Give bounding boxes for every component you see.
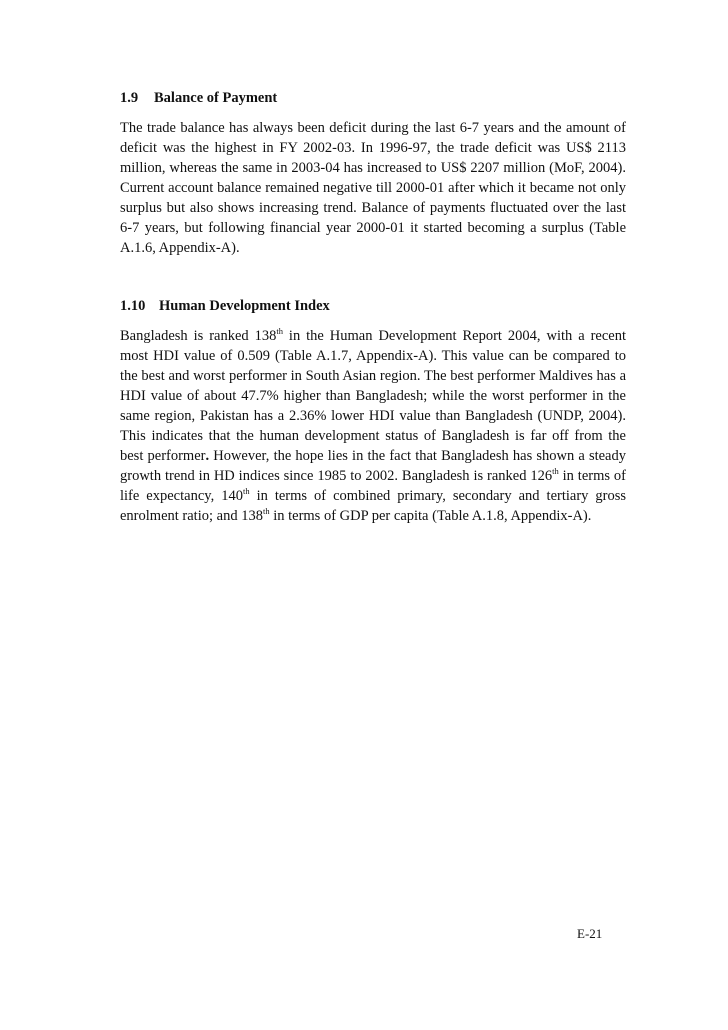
section-number: 1.10 [120,298,146,314]
ordinal-suffix: th [552,466,559,476]
ordinal-suffix: th [276,326,283,336]
section-number: 1.9 [120,90,139,106]
bold-period: . [205,448,210,464]
paragraph-text: in the Human Development Report 2004, with a recent most HDI value of 0.509 (Table A.1.7, Appendix-A). This value can be compared to the best and worst performer in South Asian region. The best performer Maldives has a HDI value of about 47.7% higher than Bangladesh; while the worst performer in the same region, Pakistan has a 2.36% lower HDI value than Bangladesh (UNDP, 2004). This indicates that the human development status of Bangladesh is far off from the best performer [120,328,626,464]
human-development-paragraph [120,326,626,526]
paragraph-text: Bangladesh is ranked 138 [120,328,277,344]
section-title: Balance of Payment [154,90,278,106]
ordinal-suffix: th [242,486,250,496]
paragraph-text: However, the hope lies in the fact that Bangladesh has shown a steady growth trend in HD indices since 1985 to 2002. Bangladesh is ranked 126 [120,448,626,484]
page-content [120,88,626,526]
page-number: E-21 [577,926,603,941]
paragraph-text: in terms of combined primary, secondary and tertiary gross enrolment ratio; and 138 [120,488,627,524]
section-heading-balance-of-payment [120,88,626,108]
paragraph-text: in terms of life expectancy, 140 [120,468,626,504]
section-title: Human Development Index [159,298,330,314]
balance-of-payment-paragraph: The trade balance has always been deficit during the last 6-7 years and the amount of deficit was the highest in FY 2002-03. In 1996-97, the trade deficit was US$ 2113 million, whereas the same in 2003-04 has increased to US$ 2207 million (MoF, 2004). Current account balance remained negative till 2000-01 after which it became not only surplus but also shows increasing trend. Balance of payments fluctuated over the last 6-7 years, but following financial year 2000-01 it started becoming a surplus (Table A.1.6, Appendix-A). [120,120,626,256]
ordinal-suffix: th [262,506,270,516]
paragraph-text: in terms of GDP per capita (Table A.1.8, Appendix-A). [269,508,592,524]
section-heading-human-development-index [120,296,626,316]
